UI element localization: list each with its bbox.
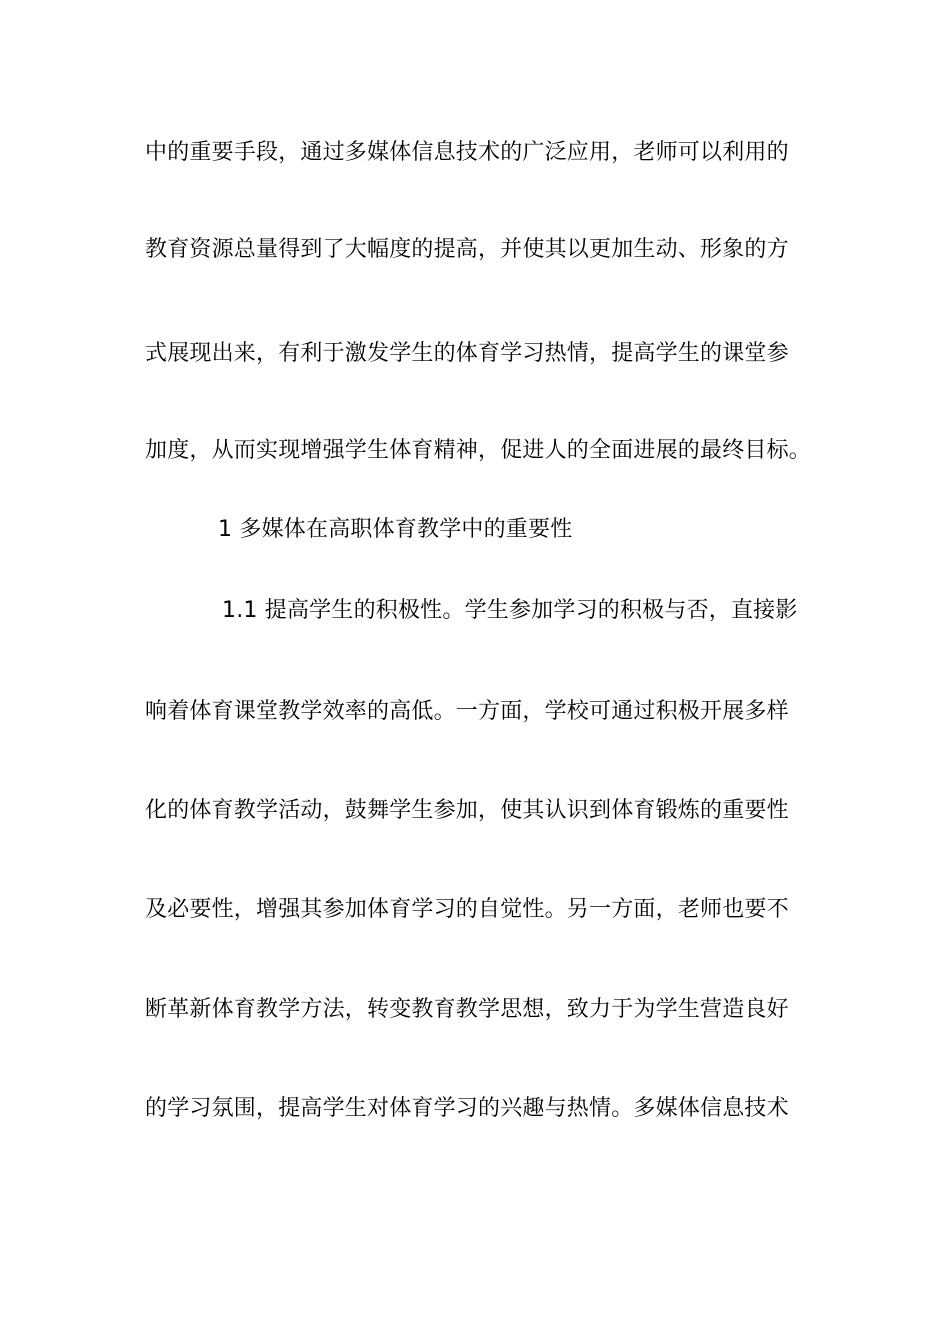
paragraph-line: 断革新体育教学方法，转变教育教学思想，致力于为学生营造良好: [145, 997, 789, 1022]
paragraph-line: 教育资源总量得到了大幅度的提高，并使其以更加生动、形象的方: [145, 237, 789, 262]
paragraph-line: 及必要性，增强其参加体育学习的自觉性。另一方面，老师也要不: [145, 897, 789, 922]
paragraph-line: 化的体育教学活动，鼓舞学生参加，使其认识到体育锻炼的重要性: [145, 798, 789, 823]
paragraph-line: 中的重要手段，通过多媒体信息技术的广泛应用，老师可以利用的: [145, 140, 789, 165]
paragraph-line: 的学习氛围，提高学生对体育学习的兴趣与热情。多媒体信息技术: [145, 1096, 789, 1121]
paragraph-line: 加度，从而实现增强学生体育精神，促进人的全面进展的最终目标。: [145, 438, 812, 463]
paragraph-line: 1.1 提高学生的积极性。学生参加学习的积极与否，直接影: [222, 598, 798, 623]
section-heading: 1 多媒体在高职体育教学中的重要性: [218, 517, 573, 542]
paragraph-line: 式展现出来，有利于激发学生的体育学习热情，提高学生的课堂参: [145, 341, 789, 366]
paragraph-line: 响着体育课堂教学效率的高低。一方面，学校可通过积极开展多样: [145, 699, 789, 724]
